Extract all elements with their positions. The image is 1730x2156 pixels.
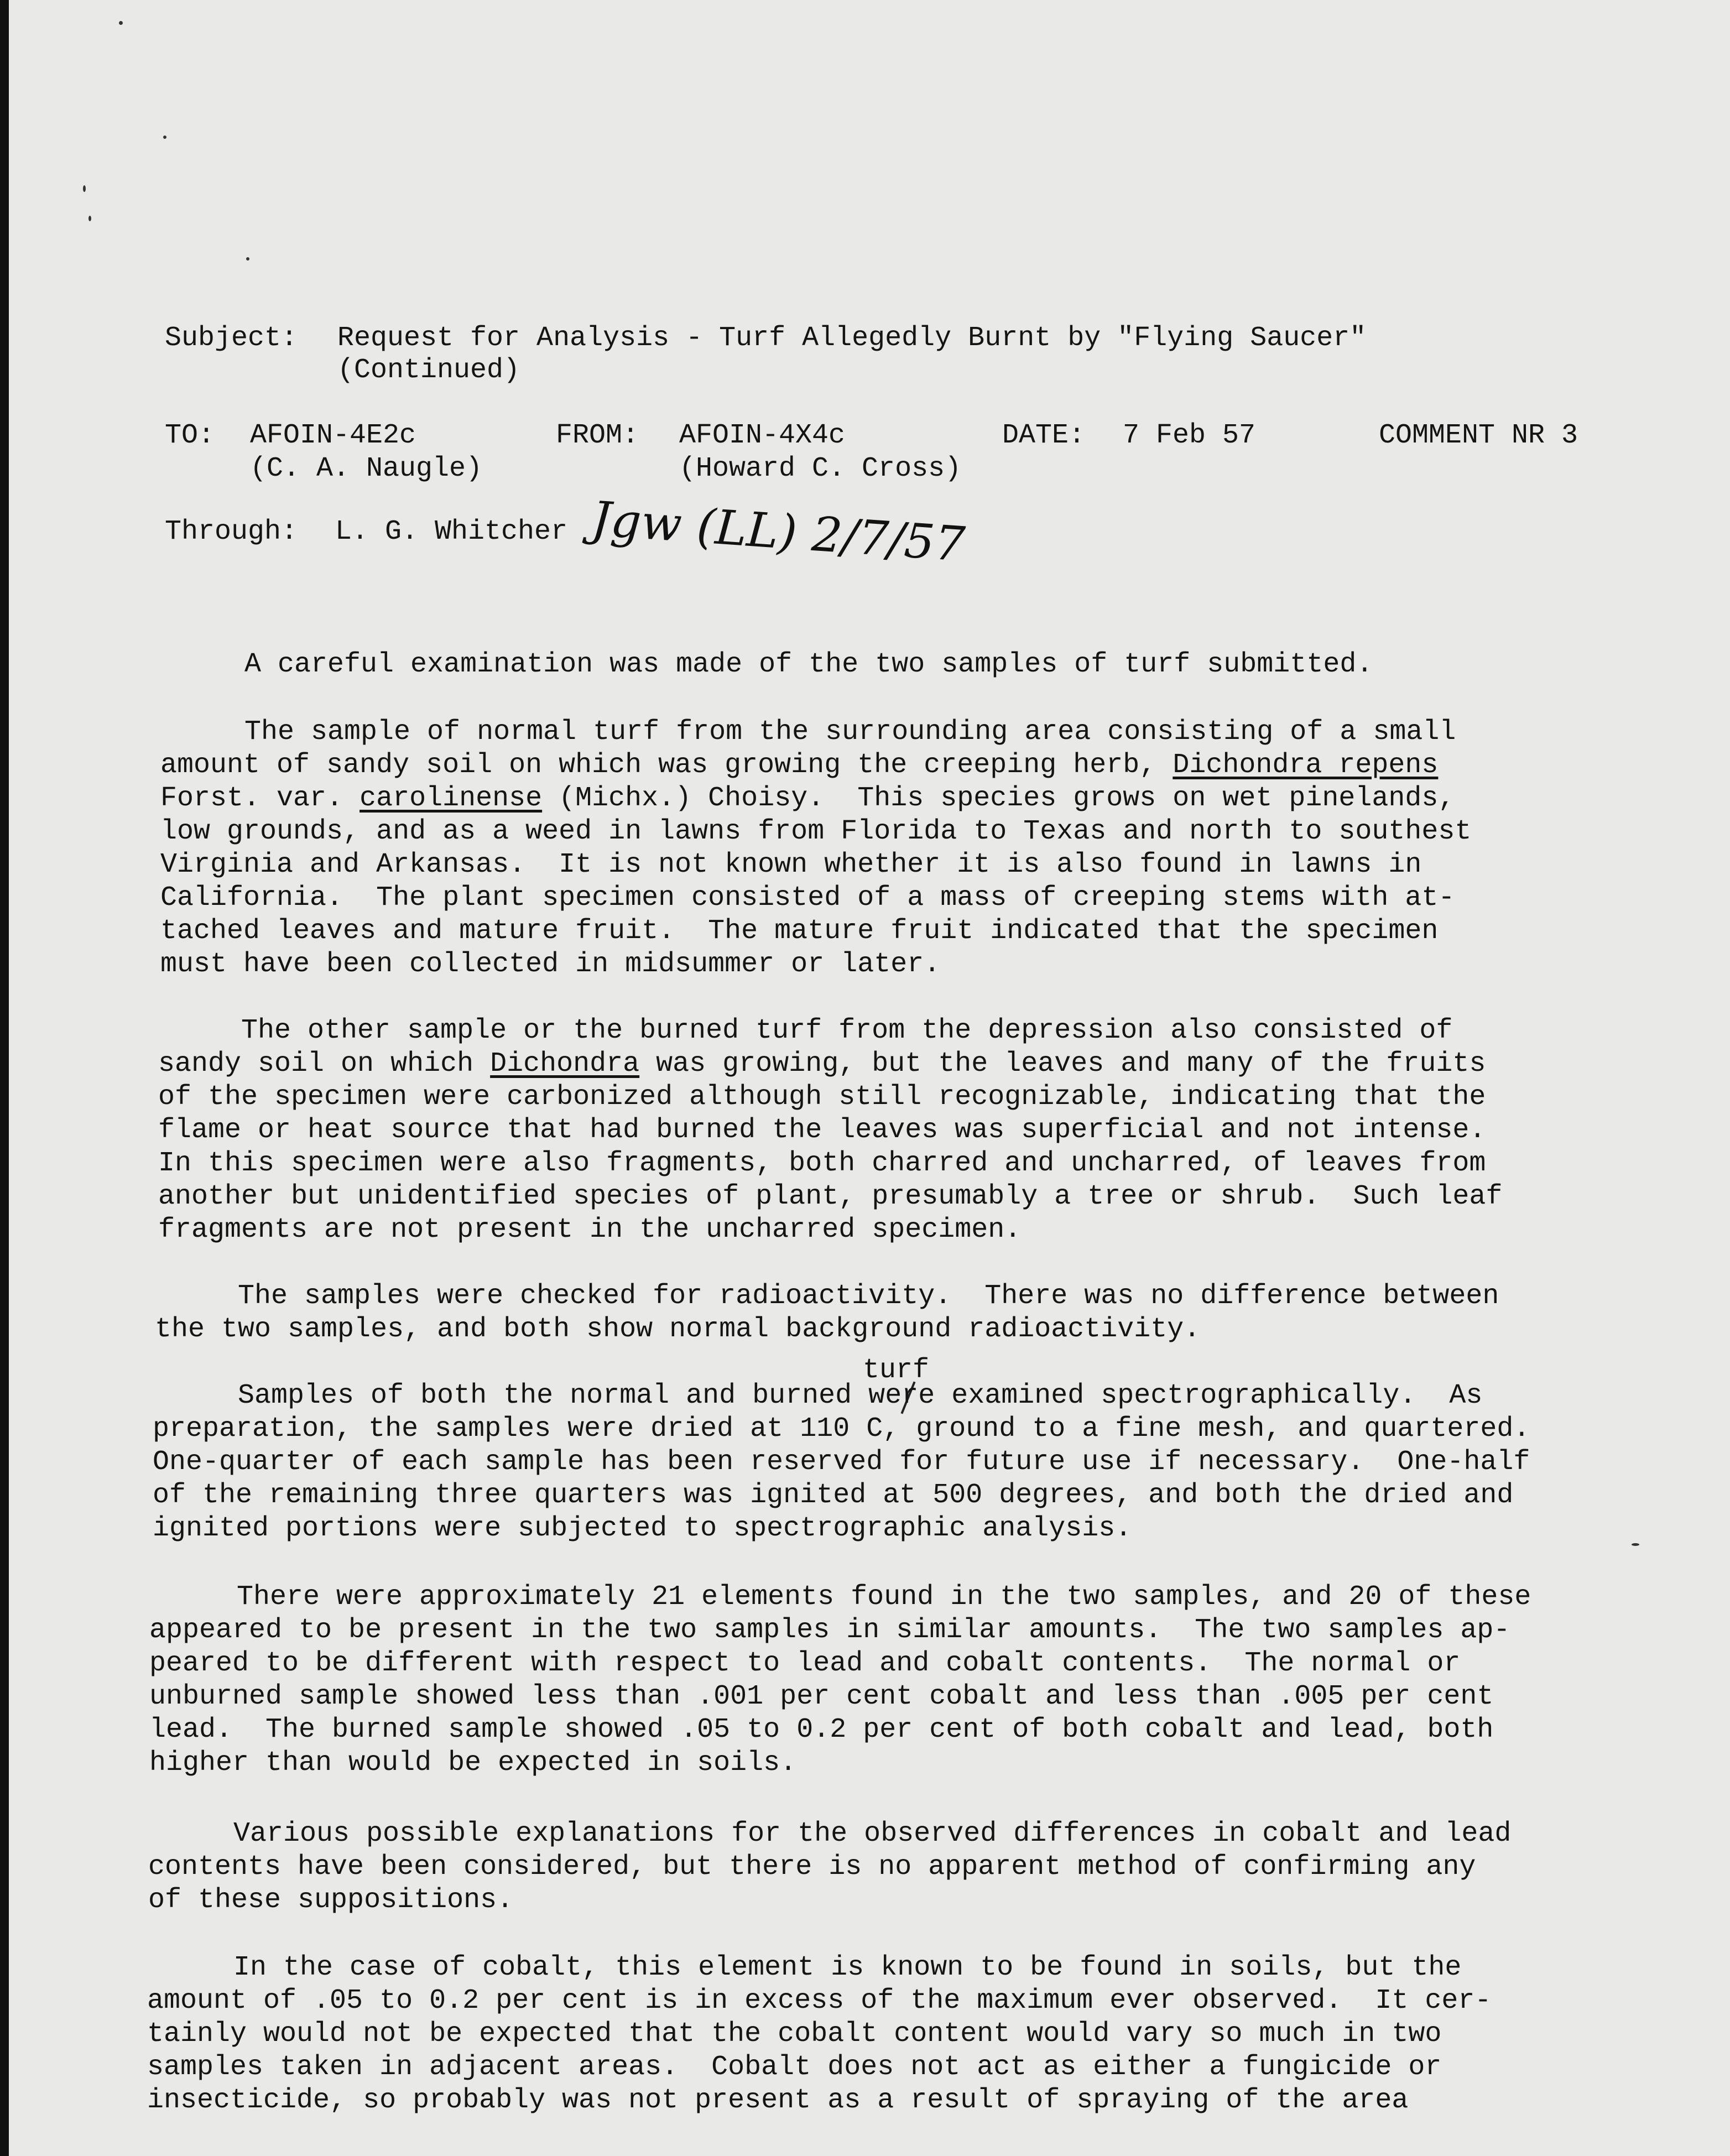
paragraph-line: contents have been considered, but there is no apparent method of confirming any [148, 1851, 1476, 1883]
paragraph-line: flame or heat source that had burned the leaves was superficial and not intense. [158, 1115, 1486, 1146]
paragraph-line: Samples of both the normal and burned were examined spectrographically. As [238, 1380, 1483, 1412]
subject-label: Subject: [165, 322, 298, 354]
paragraph-line: of the specimen were carbonized although still recognizable, indicating that the [158, 1081, 1486, 1113]
paragraph-line: fragments are not present in the uncharred specimen. [158, 1214, 1022, 1246]
paragraph-line: preparation, the samples were dried at 110 C, ground to a fine mesh, and quartered. [153, 1413, 1530, 1445]
paragraph-line: lead. The burned sample showed .05 to 0.2 per cent of both cobalt and lead, both [149, 1714, 1494, 1746]
scan-speck [1632, 1543, 1639, 1546]
subject-text: Request for Analysis - Turf Allegedly Burnt by "Flying Saucer" [337, 322, 1367, 354]
paragraph-line: of the remaining three quarters was ignited at 500 degrees, and both the dried and [153, 1480, 1514, 1511]
paragraph-line: ignited portions were subjected to spectrographic analysis. [153, 1513, 1132, 1544]
paragraph-line: In the case of cobalt, this element is known to be found in soils, but the [233, 1952, 1462, 1983]
paragraph-line [160, 782, 1455, 815]
paragraph-line: The sample of normal turf from the surrounding area consisting of a small [244, 716, 1456, 748]
scan-speck [83, 185, 86, 192]
paragraph-line: samples taken in adjacent areas. Cobalt does not act as either a fungicide or [147, 2051, 1442, 2083]
paragraph-line: Various possible explanations for the observed differences in cobalt and lead [233, 1818, 1512, 1850]
from-label: FROM: [556, 420, 639, 451]
scan-speck [88, 216, 91, 221]
scan-speck [119, 21, 123, 25]
paragraph-line: peared to be different with respect to lead and cobalt contents. The normal or [149, 1648, 1461, 1679]
paragraph-line: One-quarter of each sample has been reserved for future use if necessary. One-half [153, 1446, 1530, 1478]
paragraph-line: Virginia and Arkansas. It is not known whether it is also found in lawns in [160, 849, 1422, 881]
paragraph-line: insecticide, so probably was not present as a result of spraying of the area [147, 2085, 1409, 2116]
from-code: AFOIN-4X4c [679, 420, 846, 451]
to-name: (C. A. Naugle) [250, 453, 483, 485]
paragraph-line: The samples were checked for radioactivity. There was no difference between [238, 1280, 1499, 1312]
paragraph-line: tached leaves and mature fruit. The mature fruit indicated that the specimen [160, 915, 1439, 947]
comment-number: COMMENT NR 3 [1379, 420, 1578, 451]
paragraph-line: amount of .05 to 0.2 per cent is in excess of the maximum ever observed. It cer- [147, 1985, 1492, 2017]
paragraph-line: There were approximately 21 elements found in the two samples, and 20 of these [237, 1581, 1531, 1613]
paragraph-line: unburned sample showed less than .001 per cent cobalt and less than .005 per cent [149, 1681, 1494, 1712]
text-run: amount of sandy soil on which was growing the creeping herb, [160, 749, 1173, 781]
scan-edge [0, 0, 9, 2156]
paragraph-line: of these suppositions. [148, 1884, 514, 1916]
paragraph-line: tainly would not be expected that the cobalt content would vary so much in two [147, 2018, 1442, 2050]
paragraph-line: the two samples, and both show normal background radioactivity. [155, 1314, 1201, 1345]
handwritten-initials: Jgw (LL) 2/7/57 [590, 491, 967, 573]
inserted-word-turf: turf [863, 1355, 930, 1386]
paragraph-line: California. The plant specimen consisted of a mass of creeping stems with at- [160, 882, 1455, 914]
paragraph-line: The other sample or the burned turf from the depression also consisted of [241, 1015, 1453, 1046]
scan-speck [163, 136, 166, 139]
date-value: 7 Feb 57 [1123, 420, 1256, 451]
variety-name-underlined: carolinense [359, 783, 543, 814]
from-name: (Howard C. Cross) [679, 453, 962, 485]
date-label: DATE: [1002, 420, 1086, 451]
text-run: was growing, but the leaves and many of the fruits [639, 1048, 1486, 1080]
paragraph-line: In this specimen were also fragments, both charred and uncharred, of leaves from [158, 1148, 1486, 1179]
subject-continued: (Continued) [337, 355, 520, 386]
paragraph-line: low grounds, and as a weed in lawns from Florida to Texas and north to southest [160, 816, 1472, 847]
paragraph-line [158, 1048, 1486, 1081]
paragraph-line: A careful examination was made of the two samples of turf submitted. [244, 649, 1373, 680]
paragraph-line: must have been collected in midsummer or later. [160, 949, 941, 980]
to-label: TO: [165, 420, 215, 451]
through-label: Through: [165, 516, 298, 548]
text-run: sandy soil on which [158, 1048, 491, 1080]
text-run: (Michx.) Choisy. This species grows on wet pinelands, [542, 783, 1455, 814]
to-code: AFOIN-4E2c [250, 420, 416, 451]
scan-speck [246, 257, 249, 261]
genus-name-underlined: Dichondra [490, 1048, 640, 1080]
paragraph-line: appeared to be present in the two samples in similar amounts. The two samples ap- [149, 1615, 1510, 1646]
paragraph-line: higher than would be expected in soils. [149, 1747, 797, 1779]
through-name: L. G. Whitcher [335, 516, 568, 548]
paragraph-line: another but unidentified species of plant, presumably a tree or shrub. Such leaf [158, 1181, 1503, 1212]
text-run: Forst. var. [160, 783, 360, 814]
paragraph-line [160, 749, 1438, 782]
species-name-underlined: Dichondra repens [1173, 749, 1439, 781]
